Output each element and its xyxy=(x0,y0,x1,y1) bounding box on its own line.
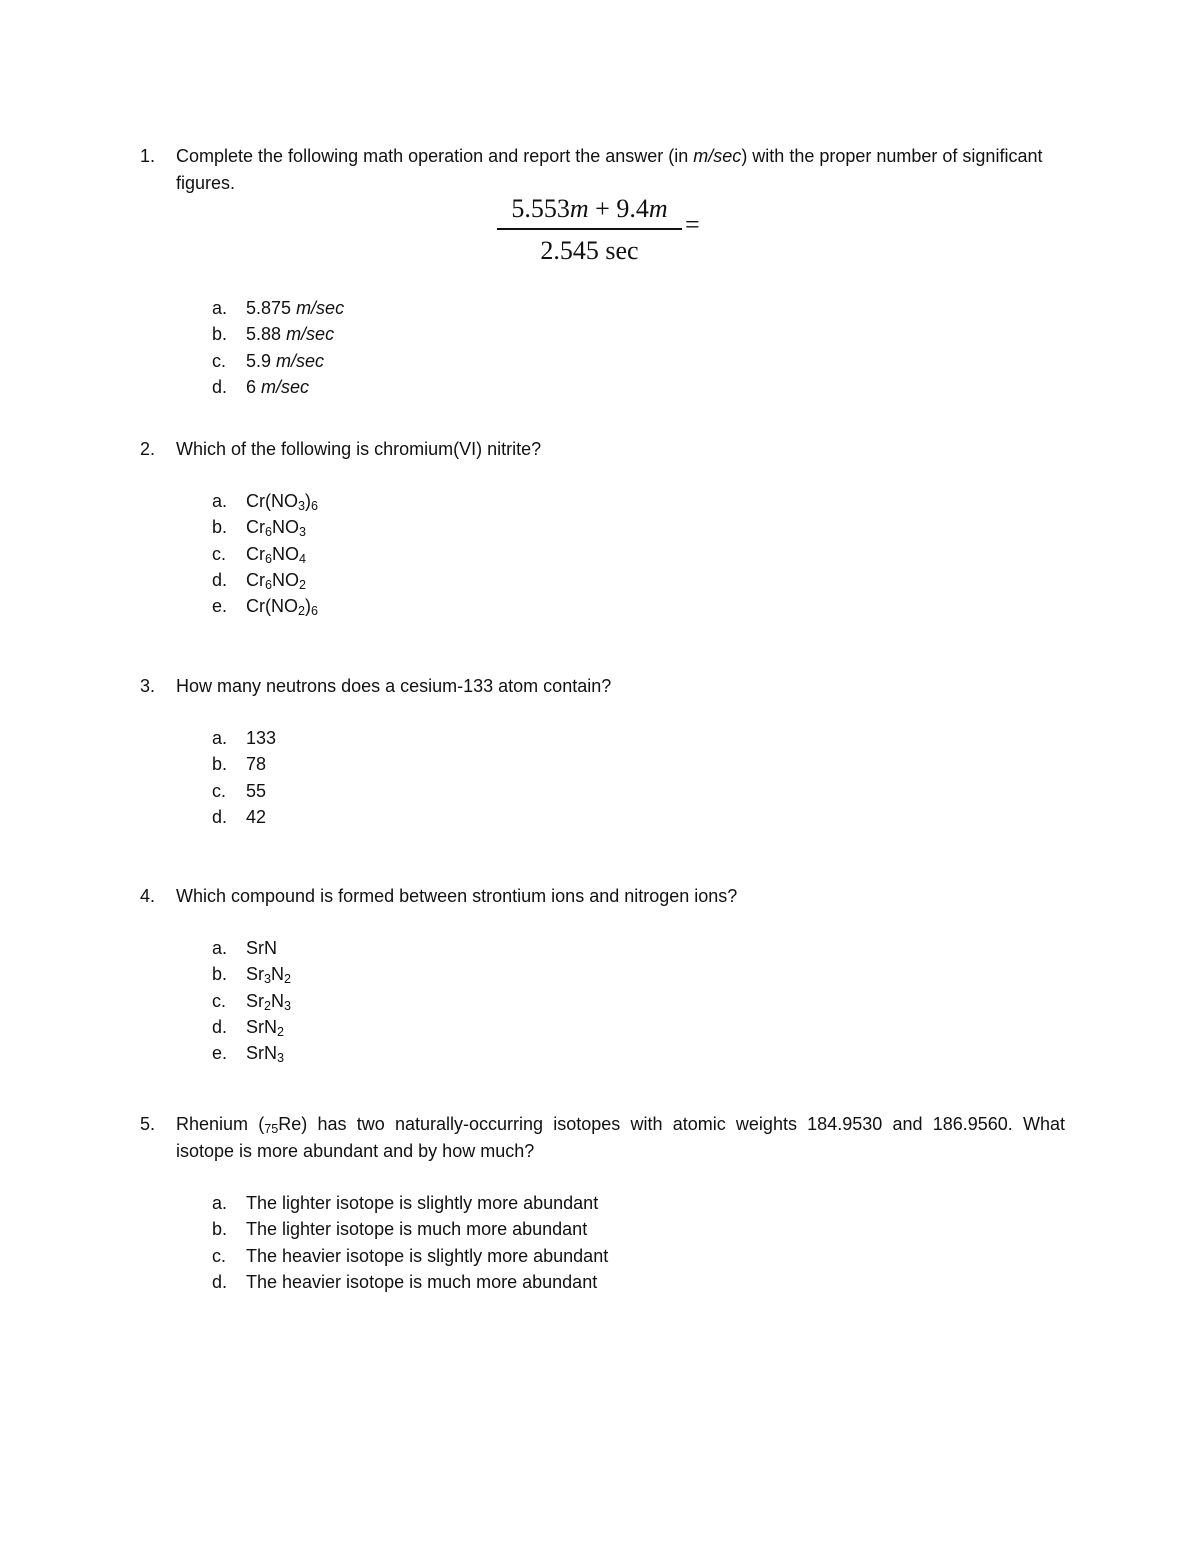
option-d[interactable] xyxy=(212,1014,1065,1040)
formula-part: NO xyxy=(272,517,300,538)
question-1 xyxy=(140,143,1065,400)
formula-part: ) xyxy=(305,491,312,511)
formula-subscript: 6 xyxy=(265,525,273,540)
option-text: The heavier isotope is much more abundant xyxy=(246,1271,598,1292)
formula-subscript: 6 xyxy=(265,578,273,593)
formula-subscript: 6 xyxy=(311,499,319,514)
option-letter: a. xyxy=(212,298,228,318)
option-letter: d. xyxy=(212,376,228,397)
formula xyxy=(246,935,277,961)
question-text xyxy=(176,143,1065,197)
formula-subscript: 2 xyxy=(277,1025,285,1040)
answer-options xyxy=(212,1190,1065,1295)
question-5 xyxy=(140,1111,1065,1295)
option-a[interactable] xyxy=(212,488,1065,514)
question-unit: m/sec xyxy=(693,146,742,166)
formula-part: SrN xyxy=(246,938,277,958)
question-text-part: ) with the proper number of significant figures. xyxy=(176,146,1043,193)
answer-options xyxy=(212,488,1065,619)
formula-subscript: 4 xyxy=(299,551,307,566)
option-b[interactable] xyxy=(212,1216,1065,1242)
fraction xyxy=(497,192,682,268)
option-letter: a. xyxy=(212,728,228,748)
option-letter: c. xyxy=(212,990,227,1011)
option-b[interactable] xyxy=(212,514,1065,540)
option-letter: b. xyxy=(212,754,228,775)
formula-subscript: 2 xyxy=(284,972,292,987)
question-text: Which compound is formed between strontium ions and nitrogen ions? xyxy=(176,886,738,906)
option-value: 5.9 xyxy=(246,350,272,371)
numerator-value-b: 9.4 xyxy=(616,194,649,223)
question-number: 3. xyxy=(140,676,156,696)
question-4 xyxy=(140,883,1065,1066)
option-text: The lighter isotope is much more abundant xyxy=(246,1219,588,1240)
atomic-number-subscript: 75 xyxy=(264,1122,279,1137)
answer-options xyxy=(212,935,1065,1066)
formula-part: N xyxy=(271,964,285,985)
option-text: The heavier isotope is slightly more abundant xyxy=(246,1245,609,1266)
question-number: 5. xyxy=(140,1114,156,1134)
option-letter: b. xyxy=(212,324,228,345)
option-letter: c. xyxy=(212,780,227,801)
formula-subscript: 2 xyxy=(299,578,307,593)
formula-part: Cr xyxy=(246,517,265,538)
option-a[interactable] xyxy=(212,725,1065,751)
formula-part: N xyxy=(271,990,285,1011)
formula xyxy=(246,488,318,514)
answer-options xyxy=(212,725,1065,830)
option-unit: m/sec xyxy=(276,350,325,371)
formula xyxy=(246,1040,284,1066)
numerator-var-b: m xyxy=(648,194,668,223)
option-letter: d. xyxy=(212,1016,228,1037)
formula-subscript: 2 xyxy=(298,604,306,619)
option-a[interactable] xyxy=(212,1190,1065,1216)
option-b[interactable] xyxy=(212,961,1065,987)
option-letter: d. xyxy=(212,806,228,827)
option-letter: b. xyxy=(212,517,228,538)
formula-subscript: 6 xyxy=(265,551,273,566)
option-d[interactable] xyxy=(212,567,1065,593)
formula xyxy=(246,514,306,540)
option-letter: c. xyxy=(212,1245,227,1266)
option-value: 5.88 xyxy=(246,324,282,345)
formula-subscript: 3 xyxy=(277,1051,285,1066)
question-2 xyxy=(140,436,1065,619)
option-text: 78 xyxy=(246,754,267,775)
formula xyxy=(246,567,306,593)
option-letter: c. xyxy=(212,350,227,371)
equals-sign: = xyxy=(685,210,700,239)
option-d[interactable] xyxy=(212,1269,1065,1295)
option-c[interactable] xyxy=(212,988,1065,1014)
numerator-value-a: 5.553 xyxy=(511,194,570,223)
formula xyxy=(246,541,306,567)
option-letter: b. xyxy=(212,1219,228,1240)
formula-part: NO xyxy=(272,569,300,590)
formula xyxy=(246,988,291,1014)
formula-subscript: 3 xyxy=(264,972,272,987)
question-text-part: Re) has two naturally-occurring isotopes with atomic weights 184.9530 and 186.9560. What isotope is more abundant and by how much? xyxy=(176,1114,1066,1161)
option-letter: b. xyxy=(212,964,228,985)
option-text: 55 xyxy=(246,780,267,801)
formula-part: Cr xyxy=(246,569,265,590)
fraction-numerator xyxy=(497,192,682,226)
formula-part: NO xyxy=(272,543,300,564)
option-d[interactable] xyxy=(212,804,1065,830)
formula-part: Cr xyxy=(246,543,265,564)
formula xyxy=(246,1014,284,1040)
question-text xyxy=(176,1111,1065,1165)
answer-options xyxy=(212,295,1065,400)
option-unit: m/sec xyxy=(261,376,310,397)
formula xyxy=(246,593,318,619)
formula-part: Cr(NO xyxy=(246,491,298,511)
option-b[interactable] xyxy=(212,751,1065,777)
formula-subscript: 3 xyxy=(298,499,306,514)
formula-subscript: 3 xyxy=(284,998,292,1013)
option-text: 133 xyxy=(246,728,277,748)
question-number: 4. xyxy=(140,886,156,906)
question-number: 1. xyxy=(140,146,156,166)
formula-part: Sr xyxy=(246,964,264,985)
option-value: 6 xyxy=(246,376,257,397)
question-text: How many neutrons does a cesium-133 atom contain? xyxy=(176,676,612,696)
option-letter: e. xyxy=(212,596,228,617)
option-letter: a. xyxy=(212,491,228,511)
question-number: 2. xyxy=(140,439,156,459)
plus-sign: + xyxy=(588,194,617,223)
formula-part: SrN xyxy=(246,1043,277,1064)
option-c[interactable] xyxy=(212,1243,1065,1269)
option-letter: d. xyxy=(212,569,228,590)
option-c[interactable] xyxy=(212,541,1065,567)
option-b[interactable] xyxy=(212,321,1065,347)
option-text: The lighter isotope is slightly more abundant xyxy=(246,1193,599,1213)
option-letter: d. xyxy=(212,1271,228,1292)
option-letter: a. xyxy=(212,938,228,958)
formula-part: Cr(NO xyxy=(246,596,298,617)
option-e[interactable] xyxy=(212,1040,1065,1066)
option-unit: m/sec xyxy=(286,324,335,345)
numerator-var-a: m xyxy=(569,194,589,223)
option-c[interactable] xyxy=(212,778,1065,804)
option-letter: e. xyxy=(212,1043,228,1064)
question-3 xyxy=(140,673,1065,830)
fraction-denominator: 2.545 sec xyxy=(540,235,639,265)
option-a[interactable] xyxy=(212,935,1065,961)
formula-part: SrN xyxy=(246,1016,277,1037)
formula-part: Sr xyxy=(246,990,264,1011)
formula-subscript: 6 xyxy=(311,604,319,619)
option-text: 42 xyxy=(246,806,267,827)
option-letter: a. xyxy=(212,1193,228,1213)
question-text: Which of the following is chromium(VI) nitrite? xyxy=(176,439,542,459)
option-letter: c. xyxy=(212,543,227,564)
option-c[interactable] xyxy=(212,348,1065,374)
option-d[interactable] xyxy=(212,374,1065,400)
fraction-bar xyxy=(497,228,682,230)
question-text-part: Rhenium ( xyxy=(176,1114,265,1134)
option-a[interactable] xyxy=(212,295,1065,321)
option-value: 5.875 xyxy=(246,298,292,318)
option-unit: m/sec xyxy=(296,298,345,318)
question-text-part: Complete the following math operation and report the answer (in xyxy=(176,146,694,166)
formula-part: ) xyxy=(305,596,312,617)
formula-subscript: 2 xyxy=(264,998,272,1013)
formula xyxy=(246,961,291,987)
formula-subscript: 3 xyxy=(299,525,307,540)
option-e[interactable] xyxy=(212,593,1065,619)
